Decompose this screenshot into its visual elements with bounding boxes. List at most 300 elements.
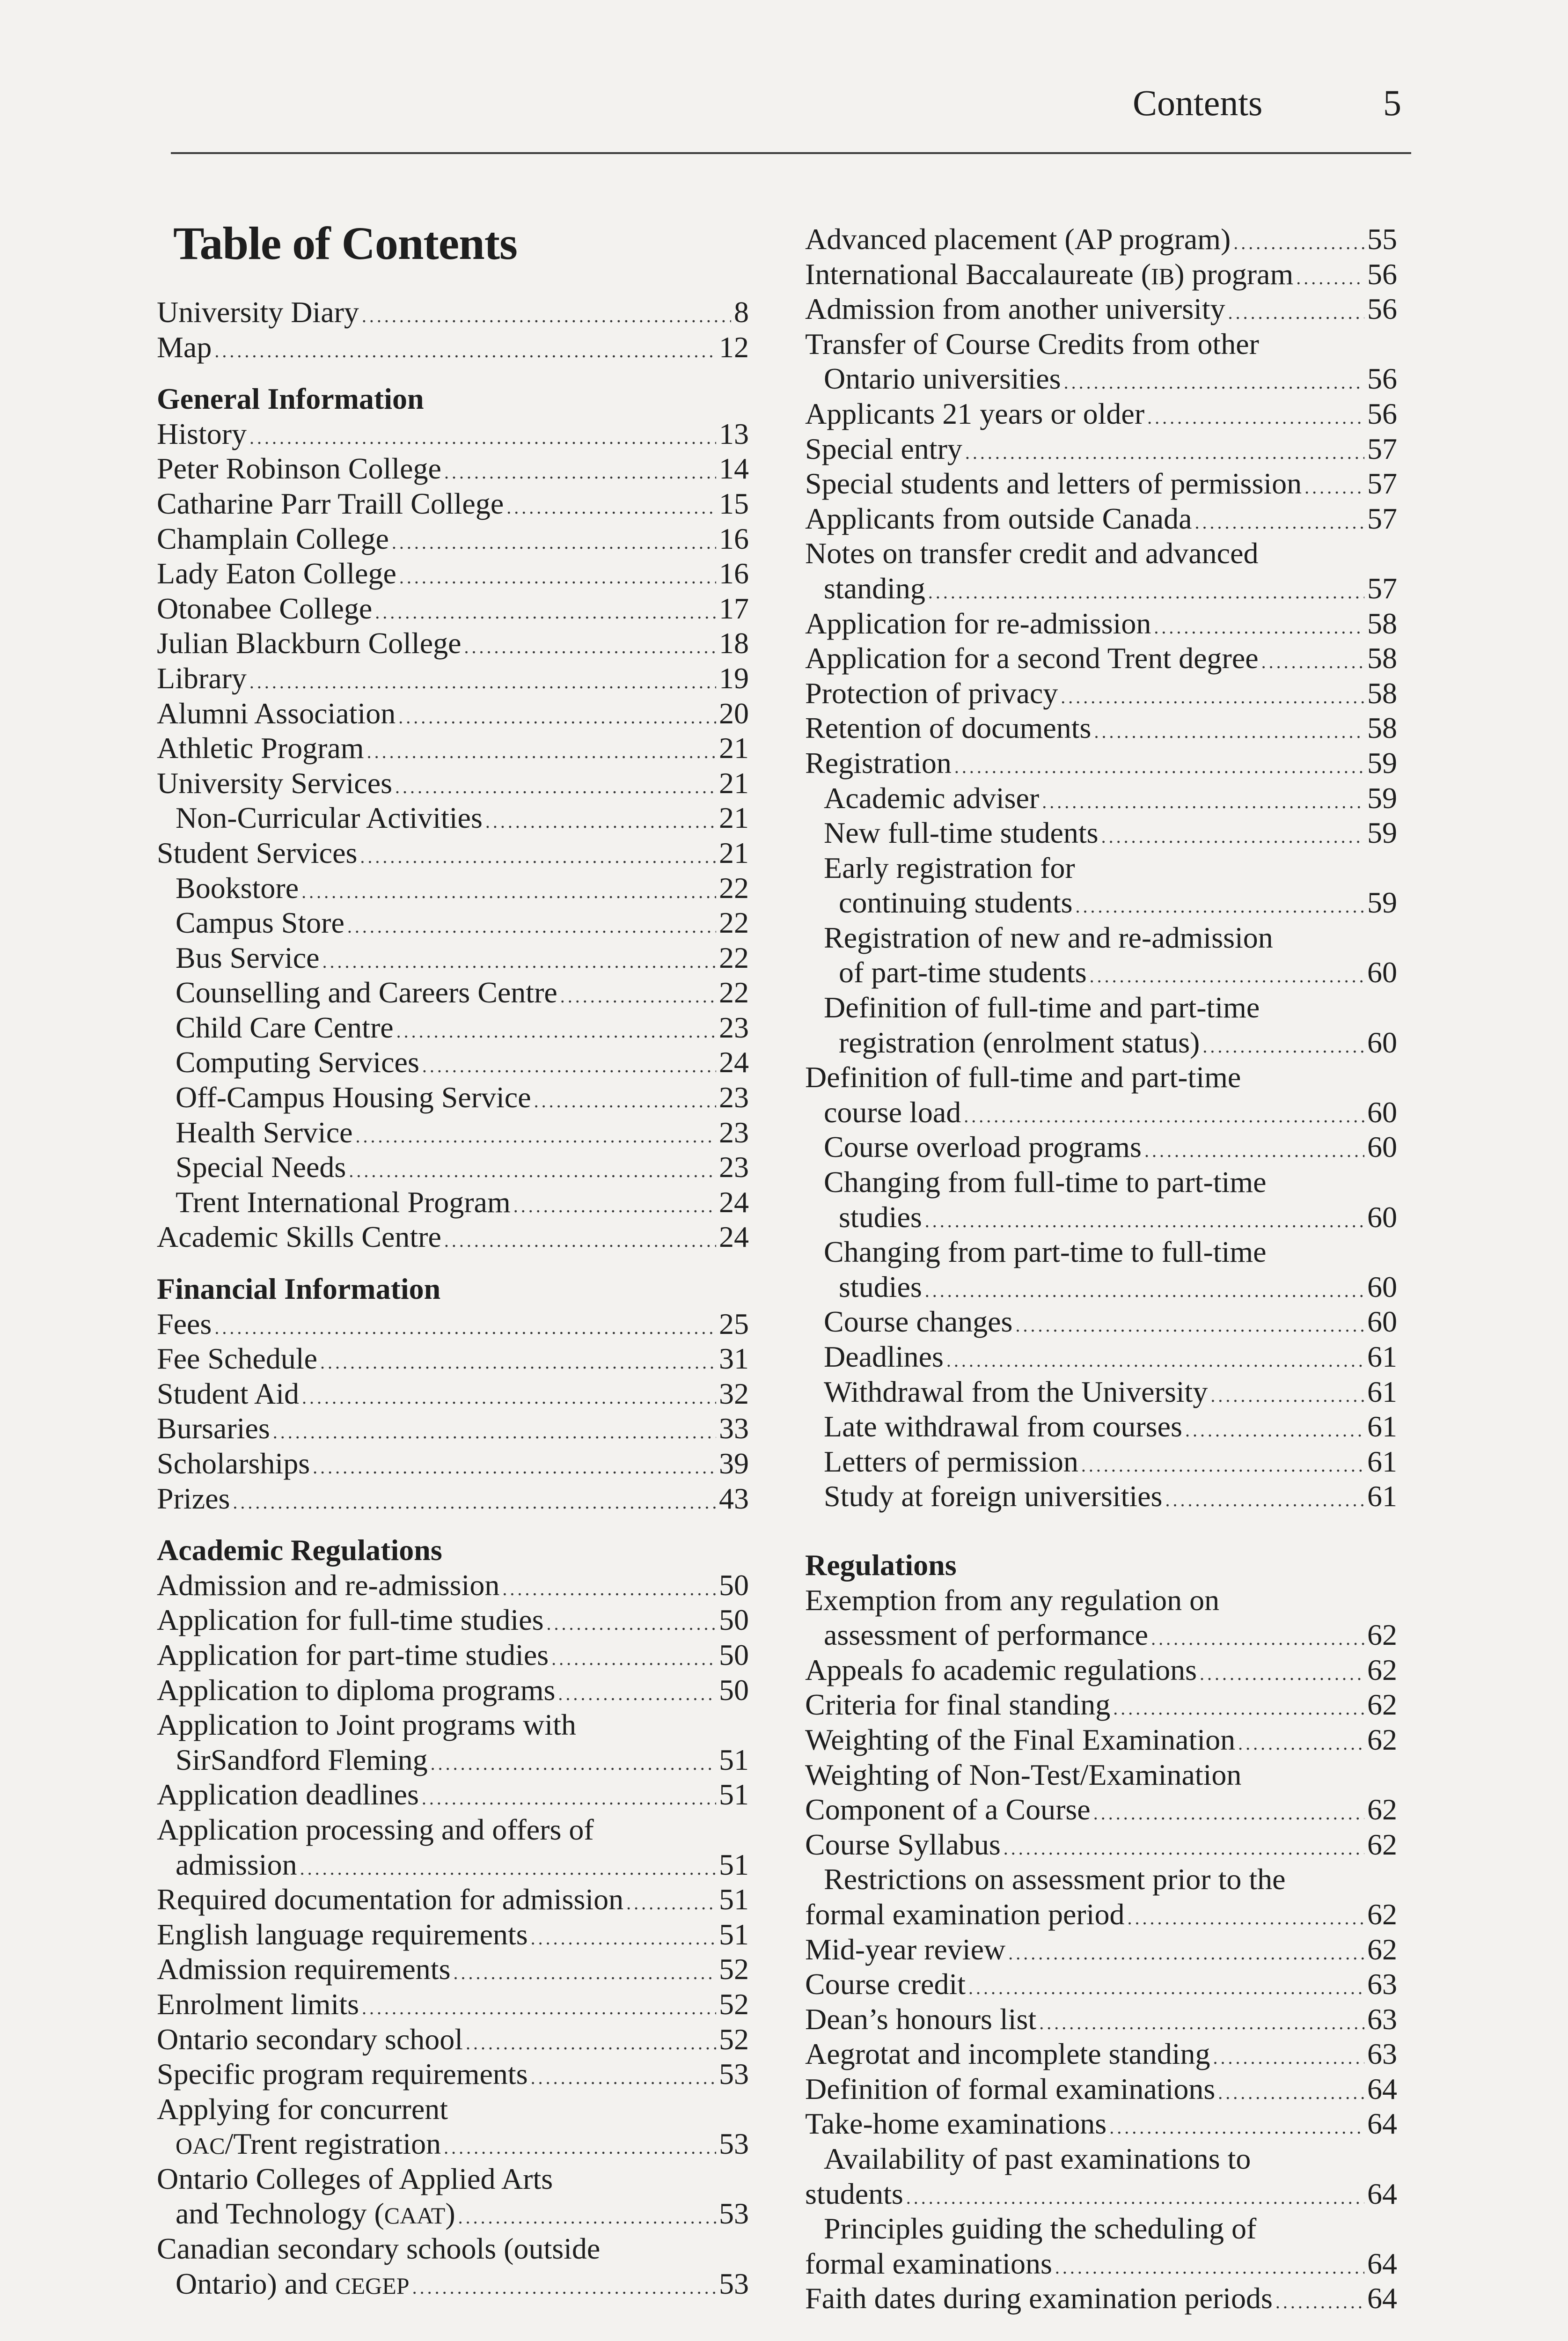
dot-leader [360,839,716,875]
toc-entry [157,941,749,976]
toc-entry-label: Application to diploma programs [157,1673,556,1707]
toc-entry-page: 62 [1367,1688,1397,1722]
dot-leader [485,804,716,839]
toc-entry-page: 63 [1367,2002,1397,2036]
dot-leader [1127,1901,1364,1936]
toc-entry-page: 58 [1367,711,1397,745]
toc-entry-label: Fee Schedule [157,1342,317,1376]
toc-entry-page: 51 [719,1917,749,1951]
toc-entry [805,1200,1397,1235]
toc-entry-label: Off-Campus Housing Service [176,1081,531,1114]
dot-leader [502,1572,716,1607]
toc-entry-page: 58 [1367,641,1397,675]
toc-entry: Weighting of Non-Test/Examination [805,1758,1242,1791]
toc-entry-page: 62 [1367,1653,1397,1686]
dot-leader [1275,2285,1364,2320]
toc-entry-page: 24 [719,1045,749,1079]
toc-entry [157,295,749,330]
toc-entry [157,1341,749,1377]
toc-entry-abbrev: OAC [176,2133,225,2159]
dot-leader [560,979,716,1014]
toc-entry-page: 23 [719,1081,749,1114]
toc-group-regulations [805,1583,1397,2316]
toc-entry-page: 51 [719,1848,749,1881]
dot-leader [249,420,716,456]
toc-entry-label: Otonabee College [157,591,373,625]
dot-leader [422,1049,716,1084]
toc-entry-label: Ontario universities [824,362,1061,396]
toc-entry [805,885,1397,920]
dot-leader [946,1343,1364,1378]
toc-entry-label: Julian Blackburn College [157,626,462,660]
toc-entry [157,1150,749,1185]
dot-leader [906,2180,1364,2216]
dot-leader [1296,261,1364,296]
toc-entry [157,1080,749,1115]
toc-entry-label: Application for re-admission [805,606,1151,640]
toc-entry-page: 59 [1367,781,1397,815]
dot-leader [1109,2110,1364,2145]
dot-leader [506,490,716,525]
toc-entry-page: 55 [1367,222,1397,256]
toc-entry-page: 51 [719,1778,749,1811]
toc-entry [157,330,749,365]
toc-entry [805,466,1397,501]
dot-leader [320,1345,716,1380]
toc-entry [157,1568,749,1603]
toc-entry [157,1377,749,1412]
toc-entry-page: 21 [719,836,749,869]
toc-entry [157,661,749,696]
toc-entry-label: Prizes [157,1481,230,1515]
toc-entry-page: 12 [719,330,749,364]
toc-entry-page: 50 [719,1568,749,1602]
dot-leader [453,1956,716,1991]
dot-leader [273,1415,716,1450]
toc-entry-label: Course Syllabus [805,1827,1001,1861]
section-heading-general-information: General Information [157,382,424,416]
toc-entry-page: 43 [719,1481,749,1515]
toc-entry-page: 8 [734,295,749,329]
dot-leader [362,1991,716,2026]
toc-entry-label: New full-time students [824,816,1099,850]
toc-entry: Notes on transfer credit and advanced [805,537,1259,570]
toc-entry-label: University Services [157,766,392,800]
toc-entry-page: 57 [1367,501,1397,535]
toc-entry-label: Withdrawal from the University [824,1375,1208,1408]
dot-leader [1151,1621,1364,1656]
page-title: Table of Contents [173,217,517,269]
dot-leader [444,1223,716,1259]
toc-entry-label: Application for a second Trent degree [805,641,1259,675]
dot-leader [1218,2076,1364,2111]
toc-entry [157,1882,749,1917]
toc-entry-label: Trent International Program [176,1185,511,1219]
toc-group-top [157,295,749,365]
dot-leader [531,2061,716,2096]
toc-entry: Registration of new and re-admission [824,920,1273,954]
toc-entry [157,1673,749,1708]
toc-entry-label: Athletic Program [157,731,364,765]
toc-entry-label: standing [824,571,925,605]
toc-entry-label: of part-time students [839,956,1087,989]
dot-leader [534,1084,716,1119]
dot-leader [1008,1936,1364,1971]
toc-entry [157,1777,749,1812]
toc-entry [157,1952,749,1987]
dot-leader [1113,1691,1364,1726]
toc-entry-page: 21 [719,766,749,800]
toc-entry-page: 61 [1367,1410,1397,1443]
toc-entry-label: Special students and letters of permission [805,467,1302,501]
dot-leader [431,1746,716,1782]
toc-entry [157,626,749,661]
dot-leader [1200,1656,1364,1692]
dot-leader [1055,2250,1364,2285]
toc-entry [805,1270,1397,1305]
toc-entry-label: University Diary [157,295,359,329]
toc-entry-abbrev: CEGEP [335,2272,410,2299]
dot-leader [396,1014,716,1049]
toc-entry-page: 20 [719,696,749,730]
dot-leader [1210,1378,1364,1413]
toc-entry-label: Counselling and Careers Centre [176,976,557,1009]
toc-entry [157,801,749,836]
toc-entry [157,1220,749,1255]
dot-leader [1101,819,1364,854]
toc-entry [805,816,1397,851]
toc-entry-page: 61 [1367,1444,1397,1478]
toc-entry-page: 53 [719,2267,749,2300]
toc-entry-label: Academic Skills Centre [157,1220,441,1254]
toc-entry [805,1375,1397,1410]
toc-entry-label: Campus Store [176,906,344,940]
toc-entry [805,1409,1397,1444]
section-heading-academic-regulations: Academic Regulations [157,1533,442,1567]
toc-entry-page: 25 [719,1307,749,1340]
dot-leader [233,1485,716,1520]
toc-entry-label: Enrolment limits [157,1987,359,2021]
dot-leader [300,1851,716,1886]
toc-entry [157,1638,749,1673]
dot-leader [302,1380,716,1415]
toc-entry-label: Library [157,661,247,695]
toc-entry-label: Definition of formal examinations [805,2072,1216,2105]
toc-right-column [805,222,1397,2316]
toc-entry-page: 60 [1367,1305,1397,1339]
toc-entry-label: assessment of performance [824,1618,1149,1652]
toc-entry-label: Peter Robinson College [157,452,441,486]
toc-entry-page: 56 [1367,397,1397,430]
toc-entry [805,2072,1397,2107]
toc-entry [157,1743,749,1778]
toc-entry-label: continuing students [839,886,1073,920]
toc-entry-page: 16 [719,557,749,590]
toc-entry-label: Study at foreign universities [824,1480,1163,1513]
toc-entry-label: Applicants from outside Canada [805,501,1192,535]
toc-entry-label: Course overload programs [824,1130,1142,1164]
toc-entry-page: 22 [719,906,749,940]
toc-entry-page: 60 [1367,1095,1397,1129]
toc-entry-page: 39 [719,1447,749,1480]
toc-entry-page: 50 [719,1638,749,1671]
toc-entry-label: Application for part-time studies [157,1638,549,1671]
toc-entry-label: Advanced placement (AP program) [805,222,1231,256]
toc-entry-page: 61 [1367,1340,1397,1373]
toc-entry-label: Health Service [176,1115,353,1149]
dot-leader [1185,1413,1364,1448]
toc-entry-page: 22 [719,941,749,974]
dot-leader [965,435,1364,471]
dot-leader [362,299,731,334]
toc-entry-page: 64 [1367,2177,1397,2210]
toc-entry-page: 62 [1367,1827,1397,1861]
toc-entry-label: studies [839,1270,922,1303]
toc-entry-label: Special entry [805,432,962,465]
toc-entry-page: 23 [719,1010,749,1044]
toc-entry-label: Aegrotat and incomplete standing [805,2037,1210,2071]
dot-leader [395,770,716,805]
toc-entry: Availability of past examinations to [824,2142,1251,2176]
toc-entry [805,606,1397,641]
toc-entry [157,836,749,871]
dot-leader [964,1099,1364,1134]
toc-entry-page: 51 [719,1743,749,1776]
toc-entry-label: Child Care Centre [176,1010,394,1044]
toc-entry [805,1723,1397,1758]
toc-entry: Ontario Colleges of Applied Arts [157,2162,553,2195]
toc-entry-label: Map [157,330,212,364]
toc-entry-label: Component of a Course [805,1793,1091,1826]
toc-entry: Restrictions on assessment prior to the [824,1862,1286,1896]
toc-entry-label: formal examination period [805,1897,1125,1931]
toc-entry-page: 21 [719,731,749,765]
toc-entry-page: 57 [1367,571,1397,605]
toc-entry-page: 59 [1367,816,1397,850]
toc-entry [157,1848,749,1883]
toc-entry-label: students [805,2177,903,2210]
toc-entry [805,781,1397,816]
dot-leader [356,1119,717,1154]
dot-leader [928,575,1364,610]
toc-entry [805,2246,1397,2282]
dot-leader [1061,680,1364,715]
toc-entry [805,1479,1397,1514]
toc-entry-page: 62 [1367,1793,1397,1826]
toc-entry-page: 59 [1367,746,1397,780]
toc-entry-page: 23 [719,1150,749,1184]
toc-entry-label: Admission and re-admission [157,1568,500,1602]
toc-entry [157,1010,749,1045]
dot-leader [513,1189,716,1224]
dot-leader [1015,1308,1364,1343]
toc-entry [805,1304,1397,1340]
toc-entry-page: 64 [1367,2107,1397,2141]
dot-leader [466,2026,716,2061]
toc-entry-page: 60 [1367,1200,1397,1234]
toc-entry-page: 14 [719,452,749,486]
toc-entry [157,1185,749,1220]
toc-entry [157,1307,749,1342]
dot-leader [1165,1483,1364,1518]
toc-entry-page: 57 [1367,432,1397,465]
toc-entry [157,2127,749,2162]
toc-entry-label: Scholarships [157,1447,310,1480]
toc-entry-label: Bursaries [157,1412,270,1445]
toc-entry-label: Academic adviser [824,781,1040,815]
toc-entry [157,417,749,452]
dot-leader [1042,785,1364,820]
dot-leader [1076,889,1364,924]
toc-entry [805,1444,1397,1480]
toc-entry-page: 21 [719,801,749,835]
toc-entry [805,746,1397,781]
toc-entry [805,1095,1397,1130]
dot-leader [551,1642,716,1677]
toc-left-column [157,295,749,2301]
dot-leader [558,1677,716,1712]
dot-leader [1147,400,1364,435]
toc-entry-label: Computing Services [176,1045,419,1079]
toc-entry-page: 63 [1367,1967,1397,2001]
toc-entry-label: Student Services [157,836,358,869]
dot-leader [392,525,716,560]
toc-entry-page: 61 [1367,1480,1397,1513]
toc-entry [157,1603,749,1638]
dot-leader [301,875,716,910]
dot-leader [367,735,716,770]
toc-entry-page: 19 [719,661,749,695]
dot-leader [349,1154,716,1189]
toc-entry [157,1917,749,1952]
toc-entry-label: Course changes [824,1305,1013,1339]
toc-group-admissions [805,222,1397,1514]
toc-entry [805,1340,1397,1375]
toc-entry-page: 52 [719,2022,749,2056]
toc-entry-label: Champlain College [157,522,389,555]
toc-entry [157,975,749,1010]
toc-entry-page: 62 [1367,1932,1397,1966]
toc-entry [157,731,749,766]
dot-leader [954,750,1364,785]
toc-entry-label: Application deadlines [157,1778,419,1811]
toc-entry-label: formal examinations [805,2246,1052,2280]
toc-entry [157,1411,749,1446]
toc-entry-page: 13 [719,417,749,450]
toc-entry-page: 53 [719,2057,749,2091]
toc-entry [805,1618,1397,1653]
toc-entry-label: and Technology (CAAT) [176,2197,455,2231]
toc-entry-page: 15 [719,486,749,520]
toc-entry [157,1987,749,2022]
toc-entry-label: OAC/Trent registration [176,2127,441,2161]
toc-entry-page: 60 [1367,1130,1397,1164]
toc-entry-label: admission [176,1848,297,1881]
dot-leader [422,1781,716,1816]
toc-entry [805,361,1397,397]
dot-leader [547,1606,717,1642]
page-number: 5 [1383,82,1401,123]
toc-entry-label: Deadlines [824,1340,944,1373]
dot-leader [1081,1448,1364,1483]
toc-entry-label: International Baccalaureate (IB) program [805,257,1294,291]
toc-entry-label: Letters of permission [824,1444,1078,1478]
toc-entry [805,222,1397,257]
toc-entry-page: 18 [719,626,749,660]
toc-entry-label: Retention of documents [805,711,1092,745]
toc-entry-label: Special Needs [176,1150,346,1184]
running-header [171,75,1411,154]
toc-entry [157,2057,749,2092]
toc-entry-page: 33 [719,1412,749,1445]
dot-leader [398,700,716,735]
toc-entry-label: Required documentation for admission [157,1883,624,1916]
toc-entry-label: Ontario secondary school [157,2022,463,2056]
toc-entry-page: 60 [1367,956,1397,989]
toc-entry-label: Protection of privacy [805,676,1058,710]
toc-entry: Principles guiding the scheduling of [824,2212,1257,2245]
dot-leader [925,1274,1364,1309]
toc-entry-page: 64 [1367,2282,1397,2315]
toc-entry [157,2267,749,2302]
toc-entry: Application processing and offers of [157,1812,594,1846]
toc-entry [805,955,1397,990]
toc-entry [805,641,1397,676]
toc-entry [157,451,749,486]
toc-entry [805,1025,1397,1060]
dot-leader [1304,470,1364,505]
toc-entry-label: course load [824,1095,961,1129]
toc-entry-abbrev: IB [1151,263,1175,289]
toc-entry-label: Application for full-time studies [157,1603,544,1637]
toc-entry [805,676,1397,711]
toc-entry-page: 59 [1367,886,1397,920]
toc-entry [157,2196,749,2231]
toc-entry-page: 56 [1367,257,1397,291]
toc-entry-label: Applicants 21 years or older [805,397,1145,430]
dot-leader [313,1450,716,1485]
toc-group-financial-information [157,1307,749,1516]
toc-entry-label: Lady Eaton College [157,557,396,590]
toc-entry [157,1045,749,1080]
dot-leader [1039,2006,1364,2041]
dot-leader [214,334,716,369]
dot-leader [1238,1726,1364,1761]
dot-leader [458,2200,716,2235]
dot-leader [1154,610,1364,645]
toc-entry-label: Take-home examinations [805,2107,1107,2141]
toc-entry-label: Ontario) and CEGEP [176,2267,410,2300]
toc-entry [805,1827,1397,1862]
toc-entry-label: Appeals fo academic regulations [805,1653,1197,1686]
toc-entry-page: 62 [1367,1897,1397,1931]
toc-entry-page: 58 [1367,606,1397,640]
toc-entry-page: 23 [719,1115,749,1149]
dot-leader [1261,645,1364,680]
toc-entry-label: Alumni Association [157,696,396,730]
toc-entry-page: 24 [719,1185,749,1219]
toc-entry-page: 57 [1367,467,1397,501]
toc-entry-page: 22 [719,871,749,905]
toc-entry [805,501,1397,537]
toc-entry [805,571,1397,606]
toc-entry-page: 50 [719,1603,749,1637]
section-heading-regulations: Regulations [805,1548,957,1582]
dot-leader [322,944,717,979]
dot-leader [1090,959,1364,994]
toc-entry-page: 24 [719,1220,749,1254]
toc-entry [157,1115,749,1150]
